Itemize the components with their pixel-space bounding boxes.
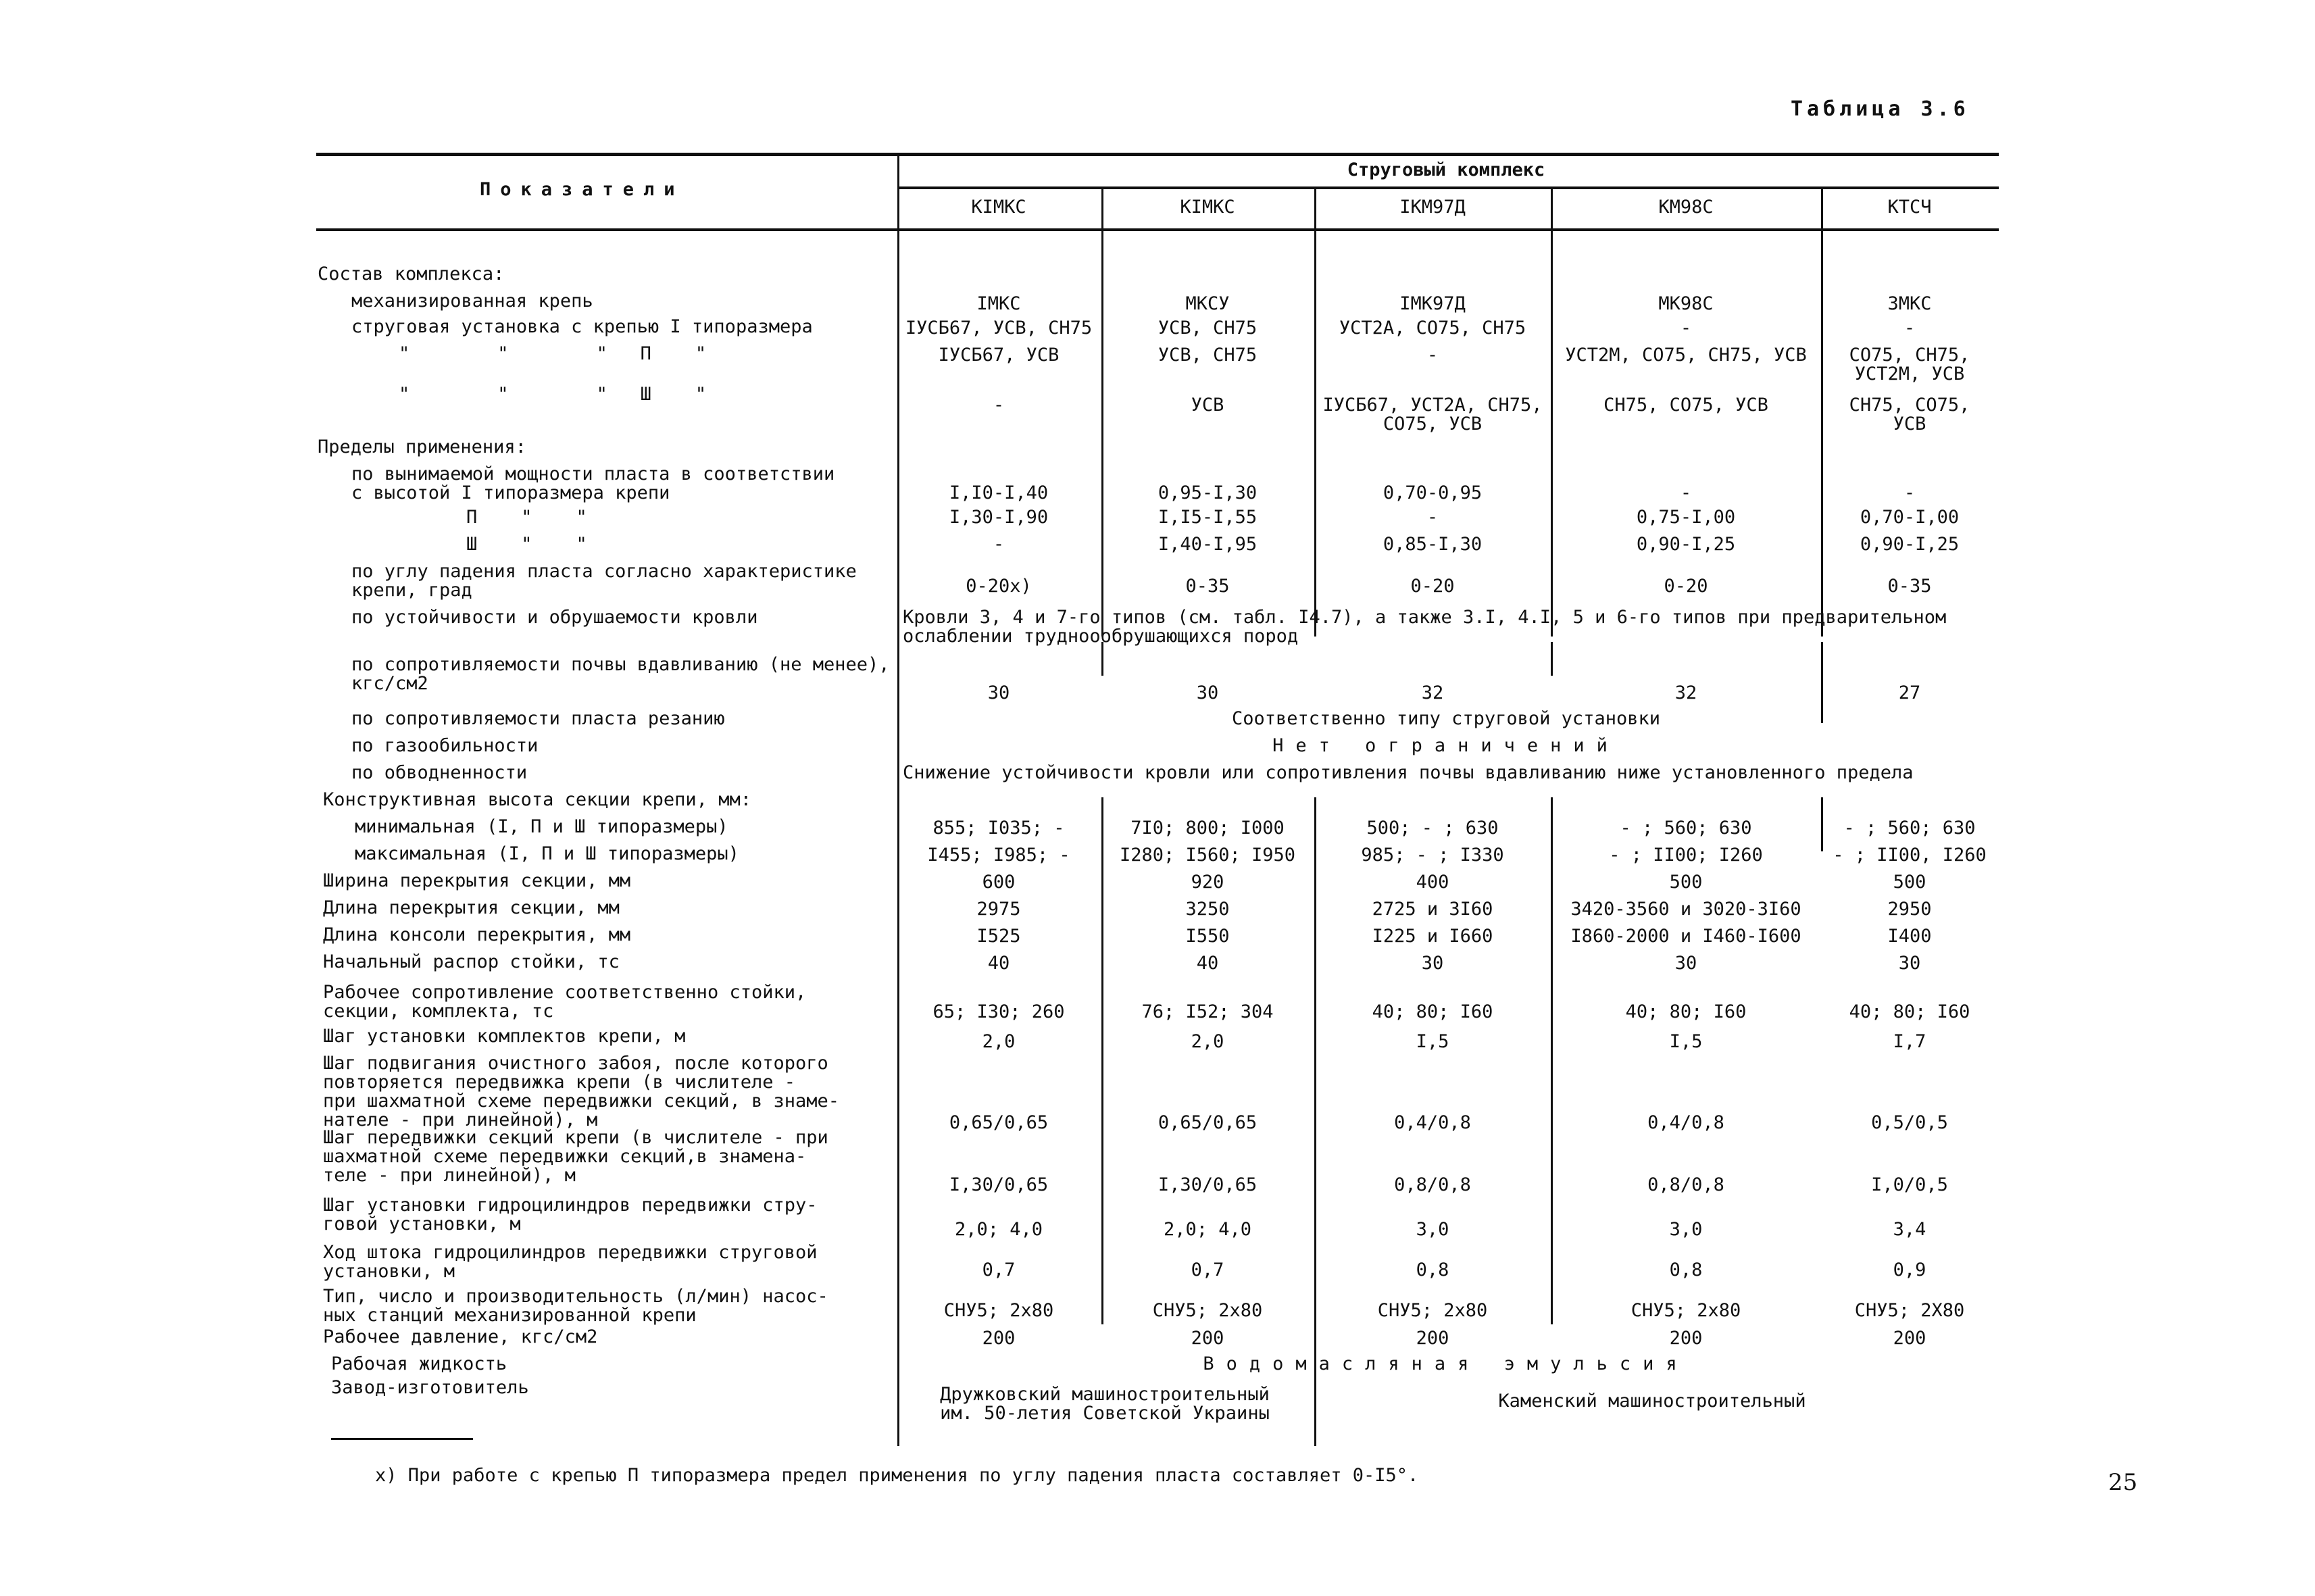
table-cell: 0-35 [1887, 576, 1932, 597]
table-cell: 0,90-I,25 [1860, 534, 1960, 555]
table-cell: 2,0; 4,0 [1163, 1219, 1252, 1240]
table-cell: I,30/0,65 [949, 1174, 1049, 1195]
span-cell: Водомасляная эмульсия [1203, 1353, 1689, 1374]
table-cell: 0,8 [1669, 1260, 1703, 1280]
table-cell: 200 [1416, 1328, 1449, 1349]
table-cell: 3МКС [1887, 293, 1932, 314]
table-cell: - ; II00; I260 [1609, 845, 1763, 866]
table-cell: 0,75-I,00 [1636, 507, 1736, 528]
table-cell: 2,0; 4,0 [954, 1219, 1043, 1240]
table-cell: 200 [1669, 1328, 1703, 1349]
row-label: Тип, число и производительность (л/мин) насос- ных станций механизированной крепи [323, 1286, 828, 1326]
span-cell: Соответственно типу струговой установки [1232, 708, 1660, 729]
row-label: Рабочая жидкость [331, 1353, 507, 1374]
row-label: Завод-изготовитель [331, 1377, 529, 1398]
row-label: по обводненности [351, 762, 528, 783]
table-cell: 0,85-I,30 [1383, 534, 1483, 555]
row-label: по устойчивости и обрушаемости кровли [351, 607, 758, 628]
table-cell: 27 [1898, 682, 1921, 703]
table-cell: 920 [1191, 872, 1224, 893]
row-label: " " " Ш " [399, 384, 707, 405]
table-cell: I455; I985; - [927, 845, 1070, 866]
table-cell: - ; 560; 630 [1843, 818, 1976, 839]
table-cell: УСВ, СН75 [1158, 345, 1258, 366]
table-cell: УСВ, СН75 [1158, 318, 1258, 339]
table-cell: 30 [987, 682, 1010, 703]
header-group: Струговый комплекс [1347, 159, 1545, 180]
table-cell: 7I0; 800; I000 [1130, 818, 1285, 839]
table-cell: 30 [1898, 953, 1921, 974]
table-cell: IУСБ67, УСВ, СН75 [905, 318, 1093, 339]
row-label: Рабочее сопротивление соответственно стойки, секции, комплекта, тс [323, 982, 807, 1022]
table-cell: - [1426, 345, 1439, 366]
table-cell: 40; 80; I60 [1849, 1001, 1970, 1022]
row-label: по сопротивляемости пласта резанию [351, 708, 725, 729]
header-col-5: КТСЧ [1887, 197, 1932, 218]
table-cell: - [1903, 318, 1916, 339]
table-cell: 0,8 [1416, 1260, 1449, 1280]
table-cell: 0,9 [1893, 1260, 1926, 1280]
table-cell: I280; I560; I950 [1119, 845, 1296, 866]
row-label: Ход штока гидроцилиндров передвижки струговой установки, м [323, 1242, 818, 1282]
table-cell: 30 [1196, 682, 1219, 703]
table-cell: 0,65/0,65 [949, 1112, 1049, 1133]
table-cell: - ; II00, I260 [1833, 845, 1987, 866]
row-label: Шаг передвижки секций крепи (в числителе - при шахматной схеме передвижки секций,в знамена- теле - при линейной), м [323, 1127, 828, 1186]
row-label: максимальная (I, П и Ш типоразмеры) [355, 843, 739, 864]
table-cell: 0,7 [982, 1260, 1016, 1280]
table-cell: - [993, 395, 1005, 416]
table-cell: СНУ5; 2Х80 [1854, 1300, 1965, 1321]
span-cell: Нет ограничений [1272, 735, 1620, 756]
table-cell: I,I5-I,55 [1158, 507, 1258, 528]
row-label: по вынимаемой мощности пласта в соответствии с высотой I типоразмера крепи [351, 464, 835, 503]
table-cell: 200 [1893, 1328, 1926, 1349]
table-cell: 2,0 [1191, 1031, 1224, 1052]
row-label: струговая установка с крепью I типоразмера [351, 316, 813, 337]
table-cell: СН75, СО75, УСВ [1849, 395, 1970, 434]
row-label: " " " П " [399, 343, 707, 364]
table-cell: 0,65/0,65 [1158, 1112, 1258, 1133]
row-label: Начальный распор стойки, тс [323, 951, 620, 972]
factory-left: Дружковский машиностроительный им. 50-летия Советской Украины [940, 1384, 1270, 1424]
table-cell: СНУ5; 2х80 [1377, 1300, 1488, 1321]
table-cell: 200 [982, 1328, 1016, 1349]
table-cell: СН75, СО75, УСВ [1603, 395, 1768, 416]
table-cell: МКСУ [1185, 293, 1230, 314]
header-indicators: Показатели [480, 179, 684, 200]
table-cell: 2950 [1887, 899, 1932, 920]
table-cell: I,30/0,65 [1158, 1174, 1258, 1195]
footnote-rule [331, 1438, 473, 1440]
table-cell: 40; 80; I60 [1372, 1001, 1493, 1022]
table-cell: - [1680, 318, 1692, 339]
table-cell: IУСБ67, УСВ [938, 345, 1060, 366]
row-label: Шаг установки комплектов крепи, м [323, 1026, 686, 1047]
group-rule [897, 186, 1999, 189]
span-cell: Кровли 3, 4 и 7-го типов (см. табл. I4.7), а также 3.I, 4.I, 5 и 6-го типов при предварительном ослаблении трудноообрушающихся пород [903, 607, 1947, 647]
table-cell: IУСБ67, УСТ2А, СН75, СО75, УСВ [1322, 395, 1543, 434]
table-cell: 3,0 [1416, 1219, 1449, 1240]
table-cell: УСТ2М, СО75, СН75, УСВ [1565, 345, 1807, 366]
table-cell: - [993, 534, 1005, 555]
header-col-2: КІМКС [1180, 197, 1235, 218]
table-cell: 3,4 [1893, 1219, 1926, 1240]
table-cell: 0,70-I,00 [1860, 507, 1960, 528]
row-label: по сопротивляемости почвы вдавливанию (не менее), кгс/см2 [351, 654, 890, 694]
table-cell: 32 [1674, 682, 1697, 703]
table-cell: 0,70-0,95 [1383, 482, 1483, 503]
table-cell: 0,8/0,8 [1647, 1174, 1724, 1195]
table-cell: I,40-I,95 [1158, 534, 1258, 555]
header-col-4: КМ98С [1658, 197, 1714, 218]
table-cell: 200 [1191, 1328, 1224, 1349]
table-cell: 400 [1416, 872, 1449, 893]
table-cell: I,5 [1416, 1031, 1449, 1052]
row-label: Длина перекрытия секции, мм [323, 897, 620, 918]
table-cell: I525 [976, 926, 1021, 947]
table-cell: 32 [1421, 682, 1444, 703]
header-col-1: КІМКС [971, 197, 1026, 218]
row-label: Ш " " [466, 534, 587, 555]
table-cell: 3420-3560 и 3020-3I60 [1570, 899, 1801, 920]
table-cell: - [1426, 507, 1439, 528]
table-title: Таблица 3.6 [1791, 97, 1970, 121]
table-cell: 2,0 [982, 1031, 1016, 1052]
table-cell: 76; I52; 304 [1141, 1001, 1274, 1022]
table-cell: 500; - ; 630 [1366, 818, 1499, 839]
table-cell: I,I0-I,40 [949, 482, 1049, 503]
table-cell: I860-2000 и I460-I600 [1570, 926, 1801, 947]
table-cell: I,30-I,90 [949, 507, 1049, 528]
table-cell: 0-20 [1410, 576, 1455, 597]
row-label: Шаг установки гидроцилиндров передвижки стру- говой установки, м [323, 1195, 818, 1235]
table-cell: 3250 [1185, 899, 1230, 920]
table-cell: СНУ5; 2х80 [1152, 1300, 1263, 1321]
page-number: 25 [2108, 1469, 2138, 1496]
table-cell: IМК97Д [1399, 293, 1466, 314]
row-label: Шаг подвигания очистного забоя, после которого повторяется передвижка крепи (в числителе - при шахматной схеме передвижки секций, в знаме- нателе - при линейной), м [323, 1053, 840, 1130]
table-cell: I550 [1185, 926, 1230, 947]
table-cell: I,7 [1893, 1031, 1926, 1052]
table-cell: МК98С [1658, 293, 1714, 314]
table-cell: СО75, СН75, УСТ2М, УСВ [1849, 345, 1970, 384]
table-cell: 985; - ; I330 [1361, 845, 1504, 866]
row-label: по газообильности [351, 735, 539, 756]
table-cell: 40 [987, 953, 1010, 974]
table-cell: 600 [982, 872, 1016, 893]
table-cell: I,0/0,5 [1871, 1174, 1948, 1195]
table-cell: 30 [1421, 953, 1444, 974]
table-cell: - [1680, 482, 1692, 503]
table-cell: IМКС [976, 293, 1021, 314]
row-label: Пределы применения: [318, 437, 526, 457]
row-label: П " " [466, 507, 587, 528]
table-cell: 0,90-I,25 [1636, 534, 1736, 555]
row-label: Конструктивная высота секции крепи, мм: [323, 789, 751, 810]
table-cell: 0,5/0,5 [1871, 1112, 1948, 1133]
table-cell: 0,95-I,30 [1158, 482, 1258, 503]
row-label: по углу падения пласта согласно характеристике крепи, град [351, 561, 857, 601]
span-cell: Снижение устойчивости кровли или сопротивления почвы вдавливанию ниже установленного предела [903, 762, 1914, 783]
row-label: Рабочее давление, кгс/см2 [323, 1326, 598, 1347]
table-cell: 40 [1196, 953, 1219, 974]
footnote: x) При работе с крепью П типоразмера предел применения по углу падения пласта составляет 0-I5°. [375, 1465, 1419, 1486]
row-label: Длина консоли перекрытия, мм [323, 924, 631, 945]
table-cell: I225 и I660 [1372, 926, 1493, 947]
row-label: Ширина перекрытия секции, мм [323, 870, 631, 891]
table-cell: 0-35 [1185, 576, 1230, 597]
header-col-3: ІКМ97Д [1399, 197, 1466, 218]
table-cell: 0,8/0,8 [1394, 1174, 1471, 1195]
table-cell: 65; I30; 260 [932, 1001, 1065, 1022]
row-label: Состав комплекса: [318, 264, 505, 284]
table-cell: - ; 560; 630 [1620, 818, 1752, 839]
table-cell: 0-20x) [966, 576, 1032, 597]
top-rule [316, 153, 1999, 156]
table-cell: 2975 [976, 899, 1021, 920]
table-cell: 500 [1669, 872, 1703, 893]
table-cell: 40; 80; I60 [1625, 1001, 1747, 1022]
table-cell: СНУ5; 2х80 [1631, 1300, 1741, 1321]
table-cell: 855; I035; - [932, 818, 1065, 839]
table-cell: 30 [1674, 953, 1697, 974]
table-cell: 0,4/0,8 [1394, 1112, 1471, 1133]
row-label: механизированная крепь [351, 291, 593, 311]
table-cell: - [1903, 482, 1916, 503]
factory-right: Каменский машиностроительный [1498, 1391, 1806, 1412]
header-bottom-rule [316, 228, 1999, 231]
table-cell: 3,0 [1669, 1219, 1703, 1240]
table-cell: 0,7 [1191, 1260, 1224, 1280]
row-label: минимальная (I, П и Ш типоразмеры) [355, 816, 728, 837]
table-cell: УСТ2А, СО75, СН75 [1339, 318, 1526, 339]
table-cell: 0-20 [1664, 576, 1708, 597]
table-cell: УСВ [1191, 395, 1224, 416]
table-cell: 0,4/0,8 [1647, 1112, 1724, 1133]
table-cell: СНУ5; 2х80 [943, 1300, 1054, 1321]
table-cell: I,5 [1669, 1031, 1703, 1052]
table-cell: 500 [1893, 872, 1926, 893]
table-cell: I400 [1887, 926, 1932, 947]
table-cell: 2725 и 3I60 [1372, 899, 1493, 920]
